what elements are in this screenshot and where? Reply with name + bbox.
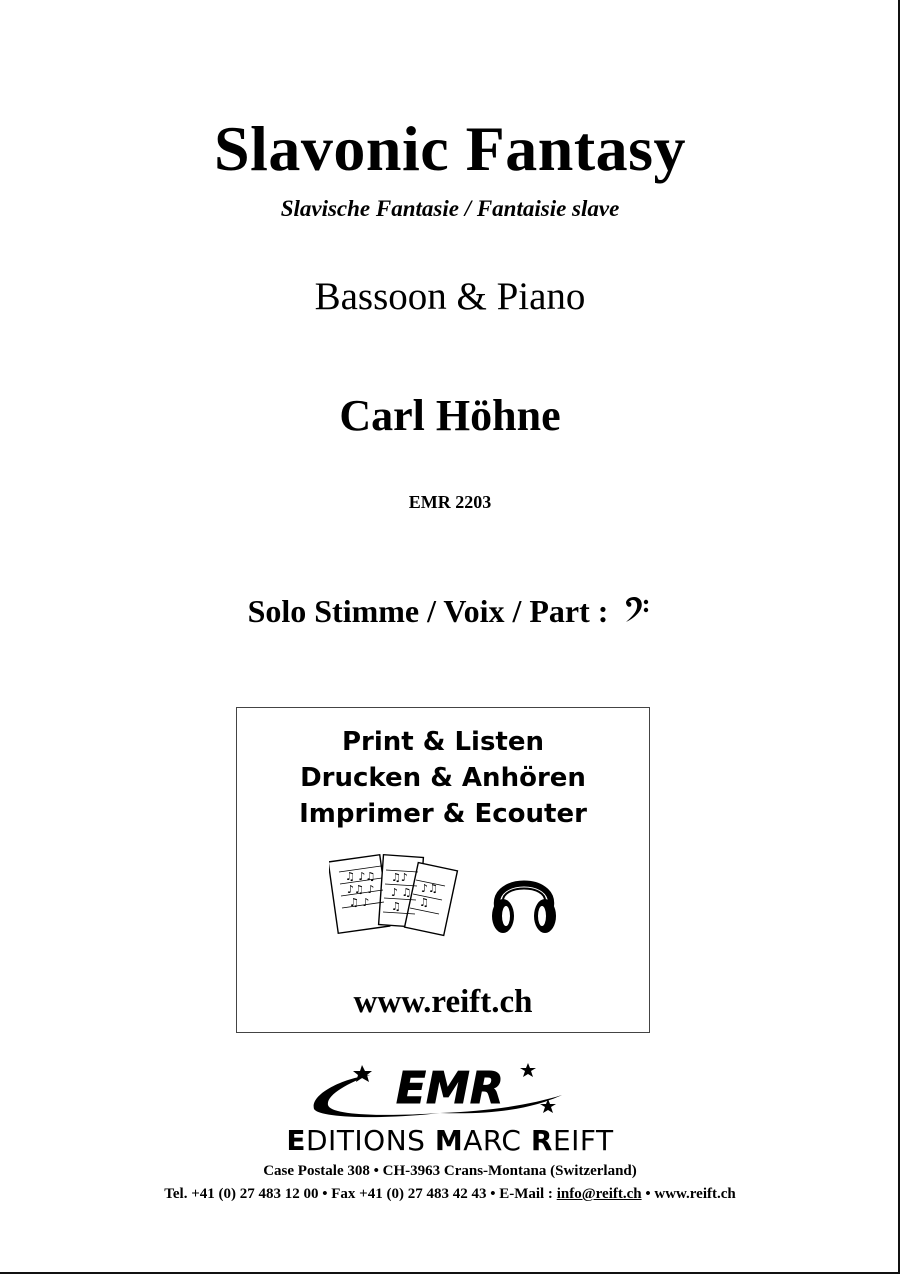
svg-text:♪♫ ♪: ♪♫ ♪ — [347, 883, 375, 896]
promo-line-en: Print & Listen — [341, 727, 545, 757]
svg-text:♫ ♪: ♫ ♪ — [349, 896, 370, 909]
sheet-music-icon — [329, 850, 459, 940]
promo-line-fr: Imprimer & Ecouter — [299, 799, 587, 829]
svg-text:♫: ♫ — [419, 896, 429, 909]
print-listen-box — [236, 707, 650, 1033]
bass-clef-icon — [622, 594, 652, 624]
contact-website: • www.reift.ch — [641, 1186, 736, 1202]
composer-name: Carl Höhne — [339, 391, 561, 440]
emr-logo-text: EMR — [396, 1063, 504, 1114]
instrumentation: Bassoon & Piano — [314, 275, 586, 318]
contact-phone-fax: Tel. +41 (0) 27 483 12 00 • Fax +41 (0) 27 483 42 43 • E-Mail : — [164, 1186, 557, 1202]
emr-logo — [300, 1055, 580, 1121]
svg-text:♪♫: ♪♫ — [421, 882, 438, 895]
part-label: Solo Stimme / Voix / Part : — [247, 593, 609, 629]
svg-text:♫♪: ♫♪ — [391, 871, 408, 884]
promo-line-de: Drucken & Anhören — [300, 763, 586, 793]
svg-text:♫: ♫ — [391, 900, 401, 913]
catalog-number: EMR 2203 — [408, 492, 492, 512]
page-title: Slavonic Fantasy — [213, 113, 687, 184]
publisher-address: Case Postale 308 • CH-3963 Crans-Montana (Switzerland) — [263, 1163, 637, 1179]
svg-text:♫ ♪♫: ♫ ♪♫ — [345, 870, 376, 883]
headphones-icon — [489, 862, 559, 938]
publisher-contact — [0, 1186, 900, 1203]
email-link[interactable]: info@reift.ch — [556, 1186, 642, 1202]
page-subtitle: Slavische Fantasie / Fantaisie slave — [280, 196, 620, 221]
promo-text — [237, 724, 649, 832]
publisher-name: EDITIONS MARC REIFT — [286, 1124, 614, 1157]
promo-url: www.reift.ch — [353, 984, 533, 1020]
part-label-row — [0, 593, 900, 630]
svg-text:♪ ♫: ♪ ♫ — [391, 886, 412, 899]
